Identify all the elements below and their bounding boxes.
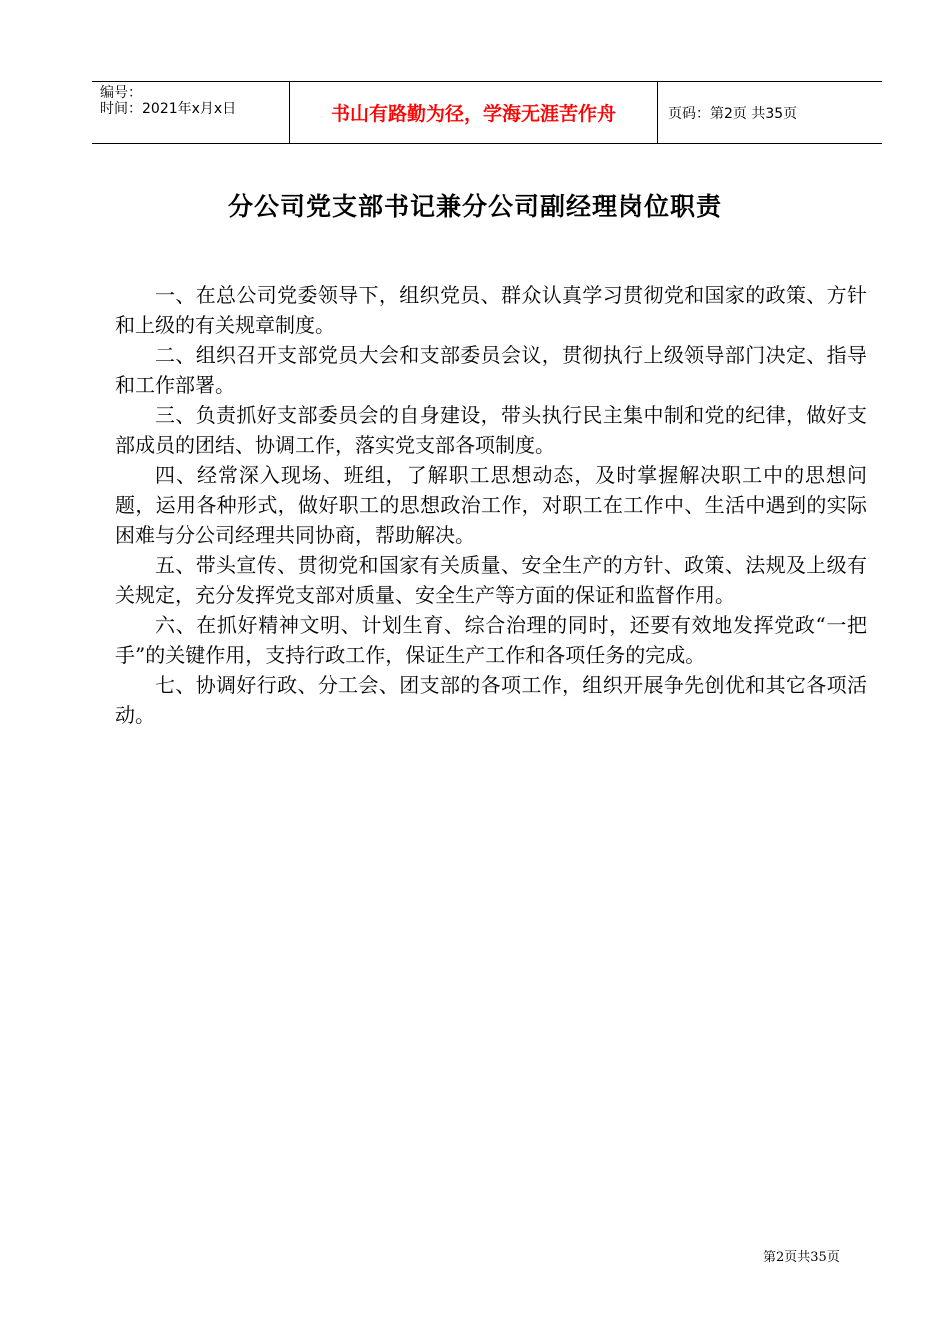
number-label: 编号： (100, 85, 142, 101)
paragraph-5: 五、带头宣传、贯彻党和国家有关质量、安全生产的方针、政策、法规及上级有关规定，充分发挥党支部对质量、安全生产等方面的保证和监督作用。 (115, 553, 867, 607)
document-title: 分公司党支部书记兼分公司副经理岗位职责 (227, 192, 722, 221)
header-table (92, 81, 882, 144)
time-label: 时间：2021年x月x日 (100, 101, 237, 117)
paragraph-4: 四、经常深入现场、班组，了解职工思想动态，及时掌握解决职工中的思想问题，运用各种形式，做好职工的思想政治工作，对职工在工作中、生活中遇到的实际困难与分公司经理共同协商，帮助解决。 (115, 463, 867, 547)
header-meta (92, 82, 290, 143)
header-page-label: 页码：第2页 共35页 (668, 105, 798, 122)
paragraph-7: 七、协调好行政、分工会、团支部的各项工作，组织开展争先创优和其它各项活动。 (115, 673, 867, 727)
paragraph-2: 二、组织召开支部党员大会和支部委员会议，贯彻执行上级领导部门决定、指导和工作部署。 (115, 343, 867, 397)
document-body (115, 280, 867, 730)
paragraph-3: 三、负责抓好支部委员会的自身建设，带头执行民主集中制和党的纪律，做好支部成员的团结、协调工作，落实党支部各项制度。 (115, 403, 867, 457)
paragraph-1: 一、在总公司党委领导下，组织党员、群众认真学习贯彻党和国家的政策、方针和上级的有关规章制度。 (115, 283, 867, 337)
footer-page-number: 第2页共35页 (763, 1250, 840, 1265)
header-motto: 书山有路勤为径，学海无涯苦作舟 (290, 82, 658, 143)
paragraph-6: 六、在抓好精神文明、计划生育、综合治理的同时，还要有效地发挥党政“一把手”的关键作用，支持行政工作，保证生产工作和各项任务的完成。 (115, 613, 867, 667)
